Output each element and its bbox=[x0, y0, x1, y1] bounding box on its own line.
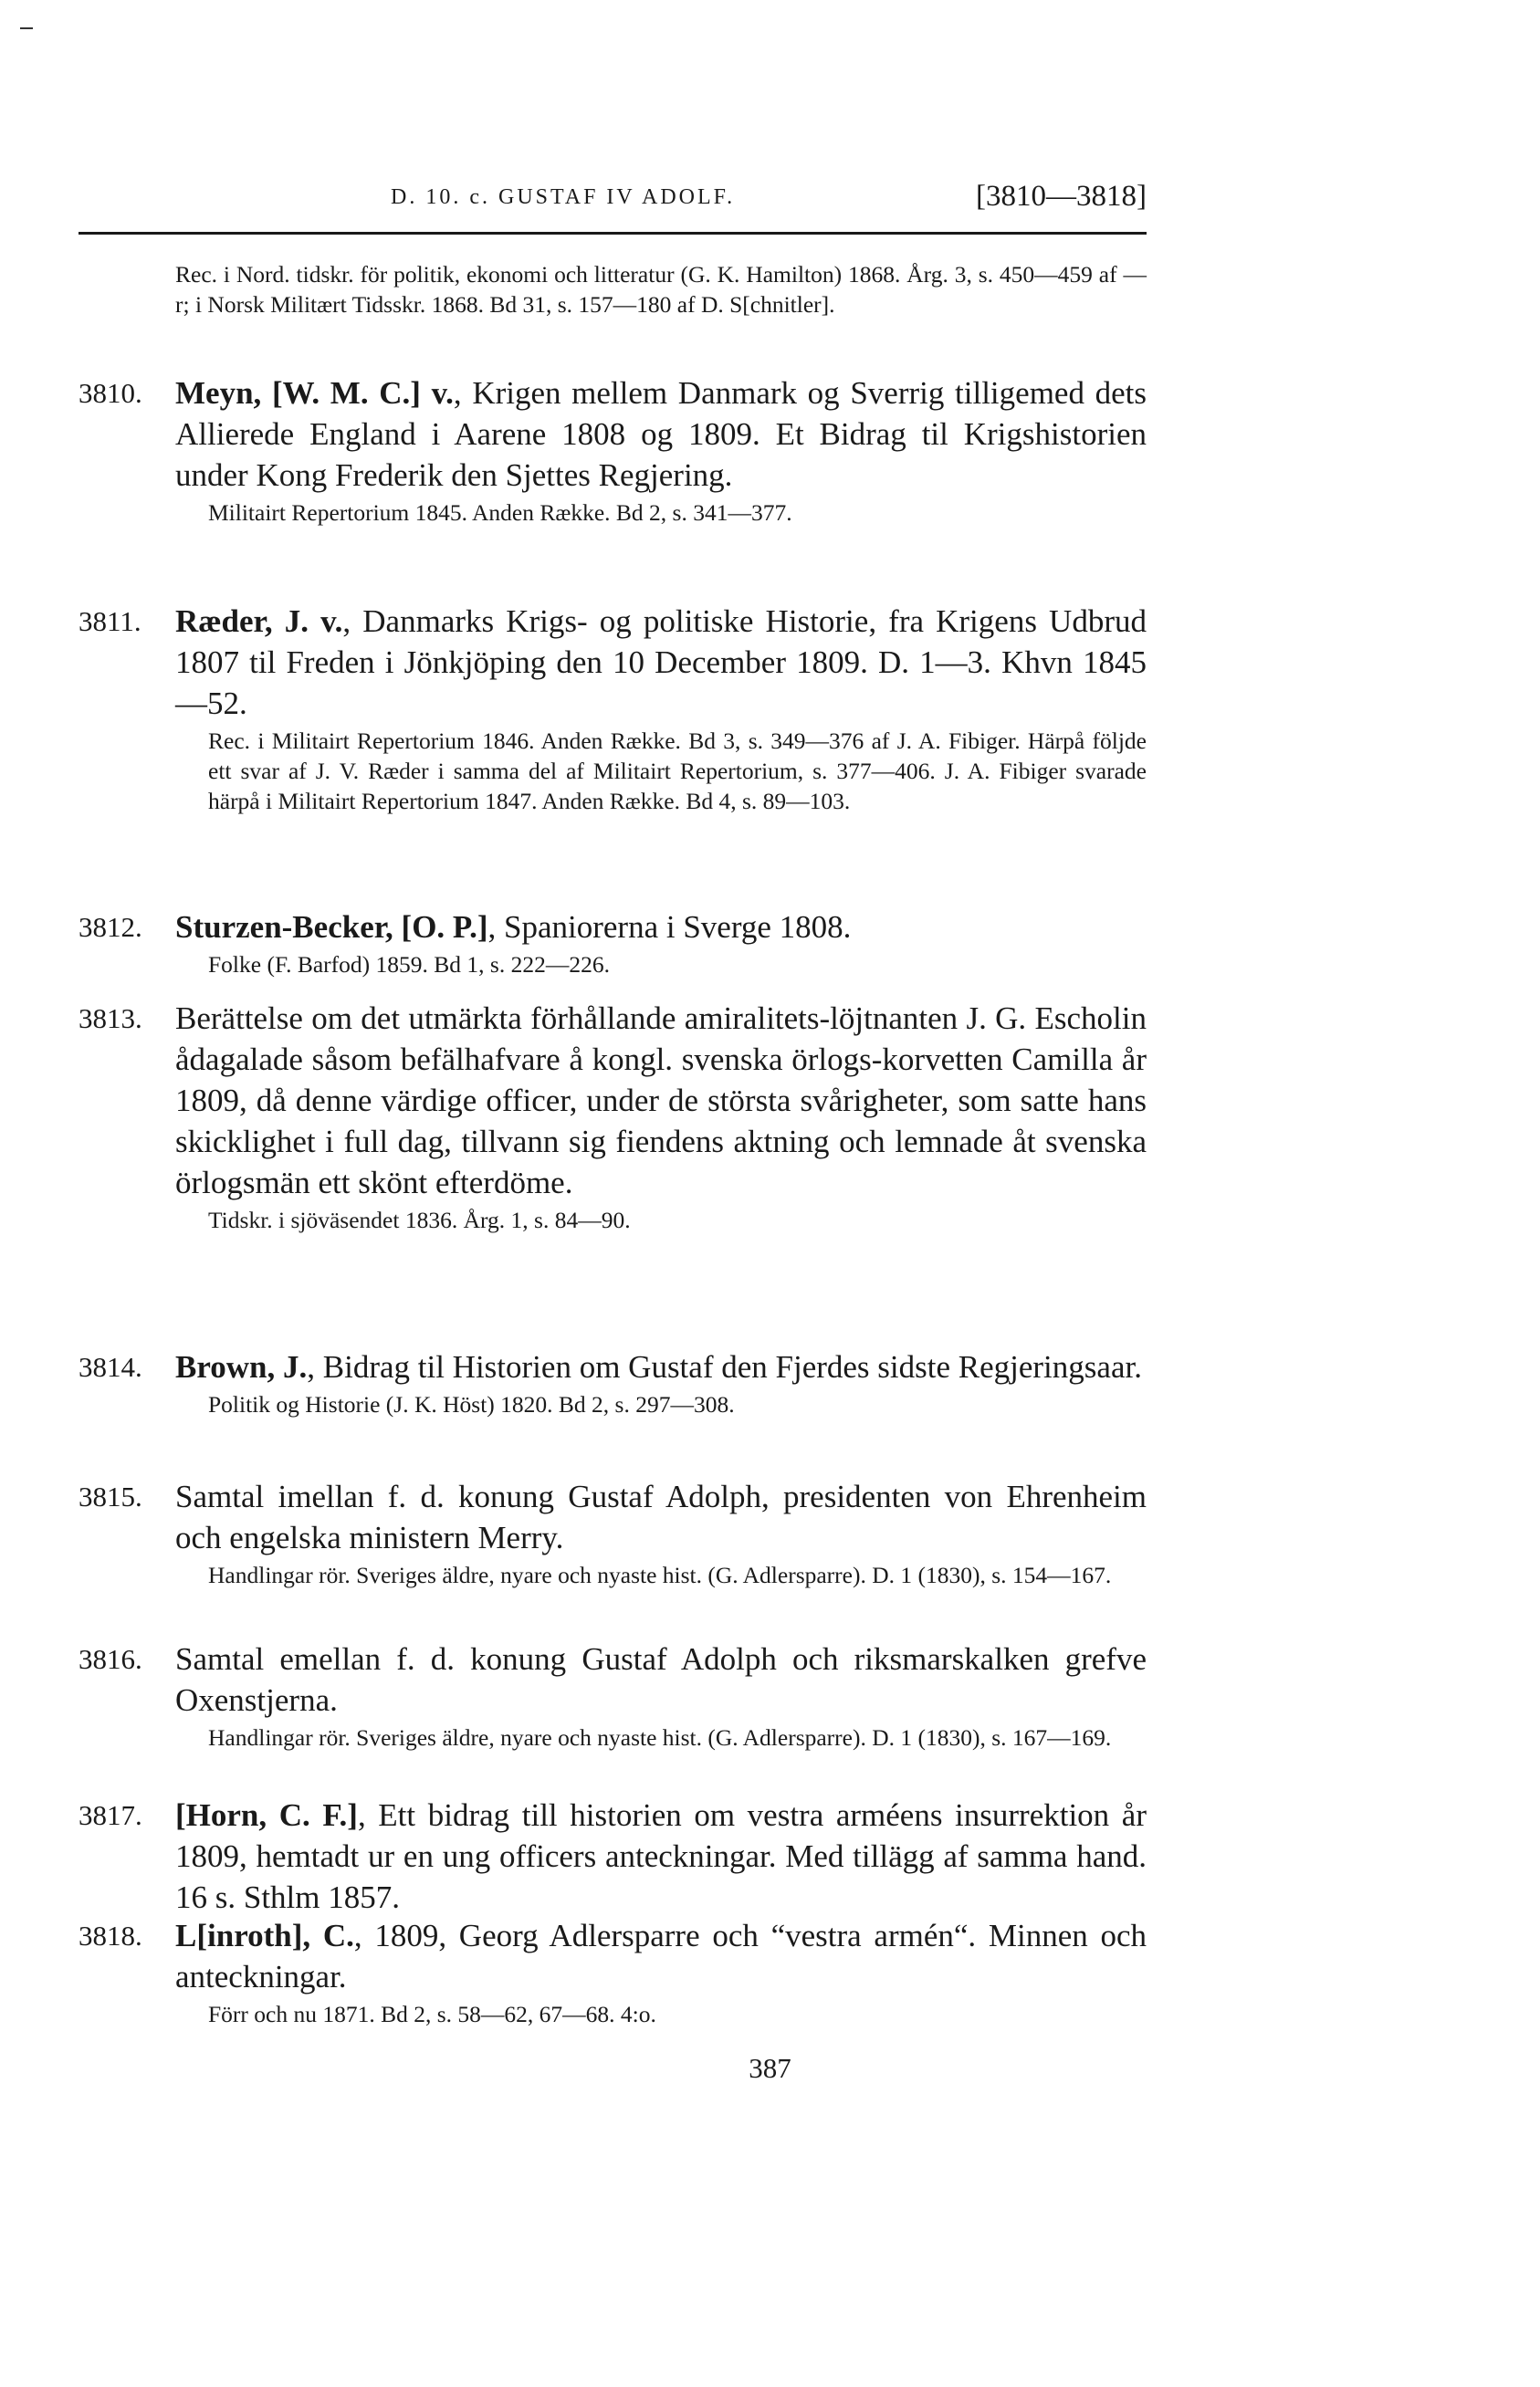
entry-title: , Krigen mellem Danmark og Sverrig tilligemed dets Allierede England i Aarene 1808 og 1809. Et Bidrag til Krigshistorien under Kong Frederik den Sjettes Regjering. bbox=[175, 375, 1147, 493]
margin-mark bbox=[20, 27, 33, 29]
entry-3811 bbox=[79, 601, 1147, 816]
entry-3818 bbox=[79, 1915, 1147, 2029]
entry-title: , 1809, Georg Adlersparre och “vestra armén“. Minnen och anteckningar. bbox=[175, 1918, 1147, 1994]
entry-note: Handlingar rör. Sveriges äldre, nyare och nyaste hist. (G. Adlersparre). D. 1 (1830), s. 154—167. bbox=[208, 1562, 1112, 1588]
entry-3813 bbox=[79, 998, 1147, 1235]
entry-title: , Danmarks Krigs- og politiske Historie, fra Krigens Udbrud 1807 til Freden i Jönkjöping den 10 December 1809. D. 1—3. Khvn 1845—52. bbox=[175, 603, 1147, 721]
entry-note: Folke (F. Barfod) 1859. Bd 1, s. 222—226. bbox=[208, 951, 610, 978]
entry-note: Handlingar rör. Sveriges äldre, nyare och nyaste hist. (G. Adlersparre). D. 1 (1830), s. 167—169. bbox=[208, 1724, 1112, 1751]
entry-number: 3817. bbox=[79, 1799, 142, 1831]
entry-title: Berättelse om det utmärkta förhållande amiralitets-löjtnanten J. G. Escholin ådagalade såsom befälhafvare å kongl. svenska örlogs-korvetten Camilla år 1809, då denne värdige officer, under de största svårigheter, som satte hans skicklighet i full dag, tillvann sig fiendens aktning och lemnade åt svenska örlogsmän ett skönt efterdöme. bbox=[175, 1000, 1147, 1200]
entry-3816 bbox=[79, 1638, 1147, 1753]
entry-number: 3814. bbox=[79, 1351, 142, 1383]
entry-3817 bbox=[79, 1795, 1147, 1918]
entry-note: Rec. i Militairt Repertorium 1846. Anden Række. Bd 3, s. 349—376 af J. A. Fibiger. Härpå följde ett svar af J. V. Ræder i samma del af Militairt Repertorium, s. 377—406. J. A. Fibiger svarade härpå i Militairt Repertorium 1847. Anden Række. Bd 4, s. 89—103. bbox=[208, 728, 1147, 814]
entry-note: Politik og Historie (J. K. Höst) 1820. Bd 2, s. 297—308. bbox=[208, 1391, 735, 1418]
entry-3815 bbox=[79, 1476, 1147, 1590]
entry-number: 3813. bbox=[79, 1002, 142, 1034]
entry-title: , Spaniorerna i Sverge 1808. bbox=[487, 909, 852, 945]
entry-3812 bbox=[79, 906, 1147, 979]
entry-note: Tidskr. i sjöväsendet 1836. Årg. 1, s. 84—90. bbox=[208, 1207, 631, 1233]
entry-author: Meyn, [W. M. C.] v. bbox=[175, 375, 454, 411]
entry-author: Ræder, J. v. bbox=[175, 603, 343, 639]
entry-number: 3818. bbox=[79, 1920, 142, 1952]
entry-note: Förr och nu 1871. Bd 2, s. 58—62, 67—68. 4:o. bbox=[208, 2001, 656, 2027]
entry-range: [3810—3818] bbox=[976, 180, 1147, 213]
entry-author: L[inroth], C. bbox=[175, 1918, 354, 1953]
page-number: 387 bbox=[749, 2052, 791, 2084]
entry-note: Militairt Repertorium 1845. Anden Række. Bd 2, s. 341—377. bbox=[208, 499, 792, 526]
entry-number: 3810. bbox=[79, 377, 142, 409]
entry-number: 3811. bbox=[79, 605, 141, 637]
header-rule bbox=[79, 232, 1147, 235]
entry-title: Samtal imellan f. d. konung Gustaf Adolph, presidenten von Ehrenheim och engelska ministern Merry. bbox=[175, 1479, 1147, 1555]
entry-title: , Ett bidrag till historien om vestra arméens insurrektion år 1809, hemtadt ur en ung officers anteckningar. Med tillägg af samma hand. 16 s. Sthlm 1857. bbox=[175, 1797, 1147, 1915]
entry-3814 bbox=[79, 1346, 1147, 1419]
running-title: D. 10. c. GUSTAF IV ADOLF. bbox=[391, 185, 736, 209]
entry-title: , Bidrag til Historien om Gustaf den Fjerdes sidste Regjeringsaar. bbox=[307, 1349, 1142, 1385]
entry-author: [Horn, C. F.] bbox=[175, 1797, 358, 1833]
continued-note: Rec. i Nord. tidskr. för politik, ekonomi och litteratur (G. K. Hamilton) 1868. Årg. 3, s. 450—459 af —r; i Norsk Militært Tidsskr. 1868. Bd 31, s. 157—180 af D. S[chnitler]. bbox=[175, 261, 1147, 318]
entry-author: Brown, J. bbox=[175, 1349, 308, 1385]
entry-number: 3816. bbox=[79, 1643, 142, 1675]
entry-title: Samtal emellan f. d. konung Gustaf Adolph och riksmarskalken grefve Oxenstjerna. bbox=[175, 1641, 1147, 1718]
entry-number: 3812. bbox=[79, 911, 142, 943]
entry-author: Sturzen-Becker, [O. P.] bbox=[175, 909, 488, 945]
entry-number: 3815. bbox=[79, 1481, 142, 1513]
entry-3810 bbox=[79, 372, 1147, 528]
running-header bbox=[79, 180, 1147, 220]
